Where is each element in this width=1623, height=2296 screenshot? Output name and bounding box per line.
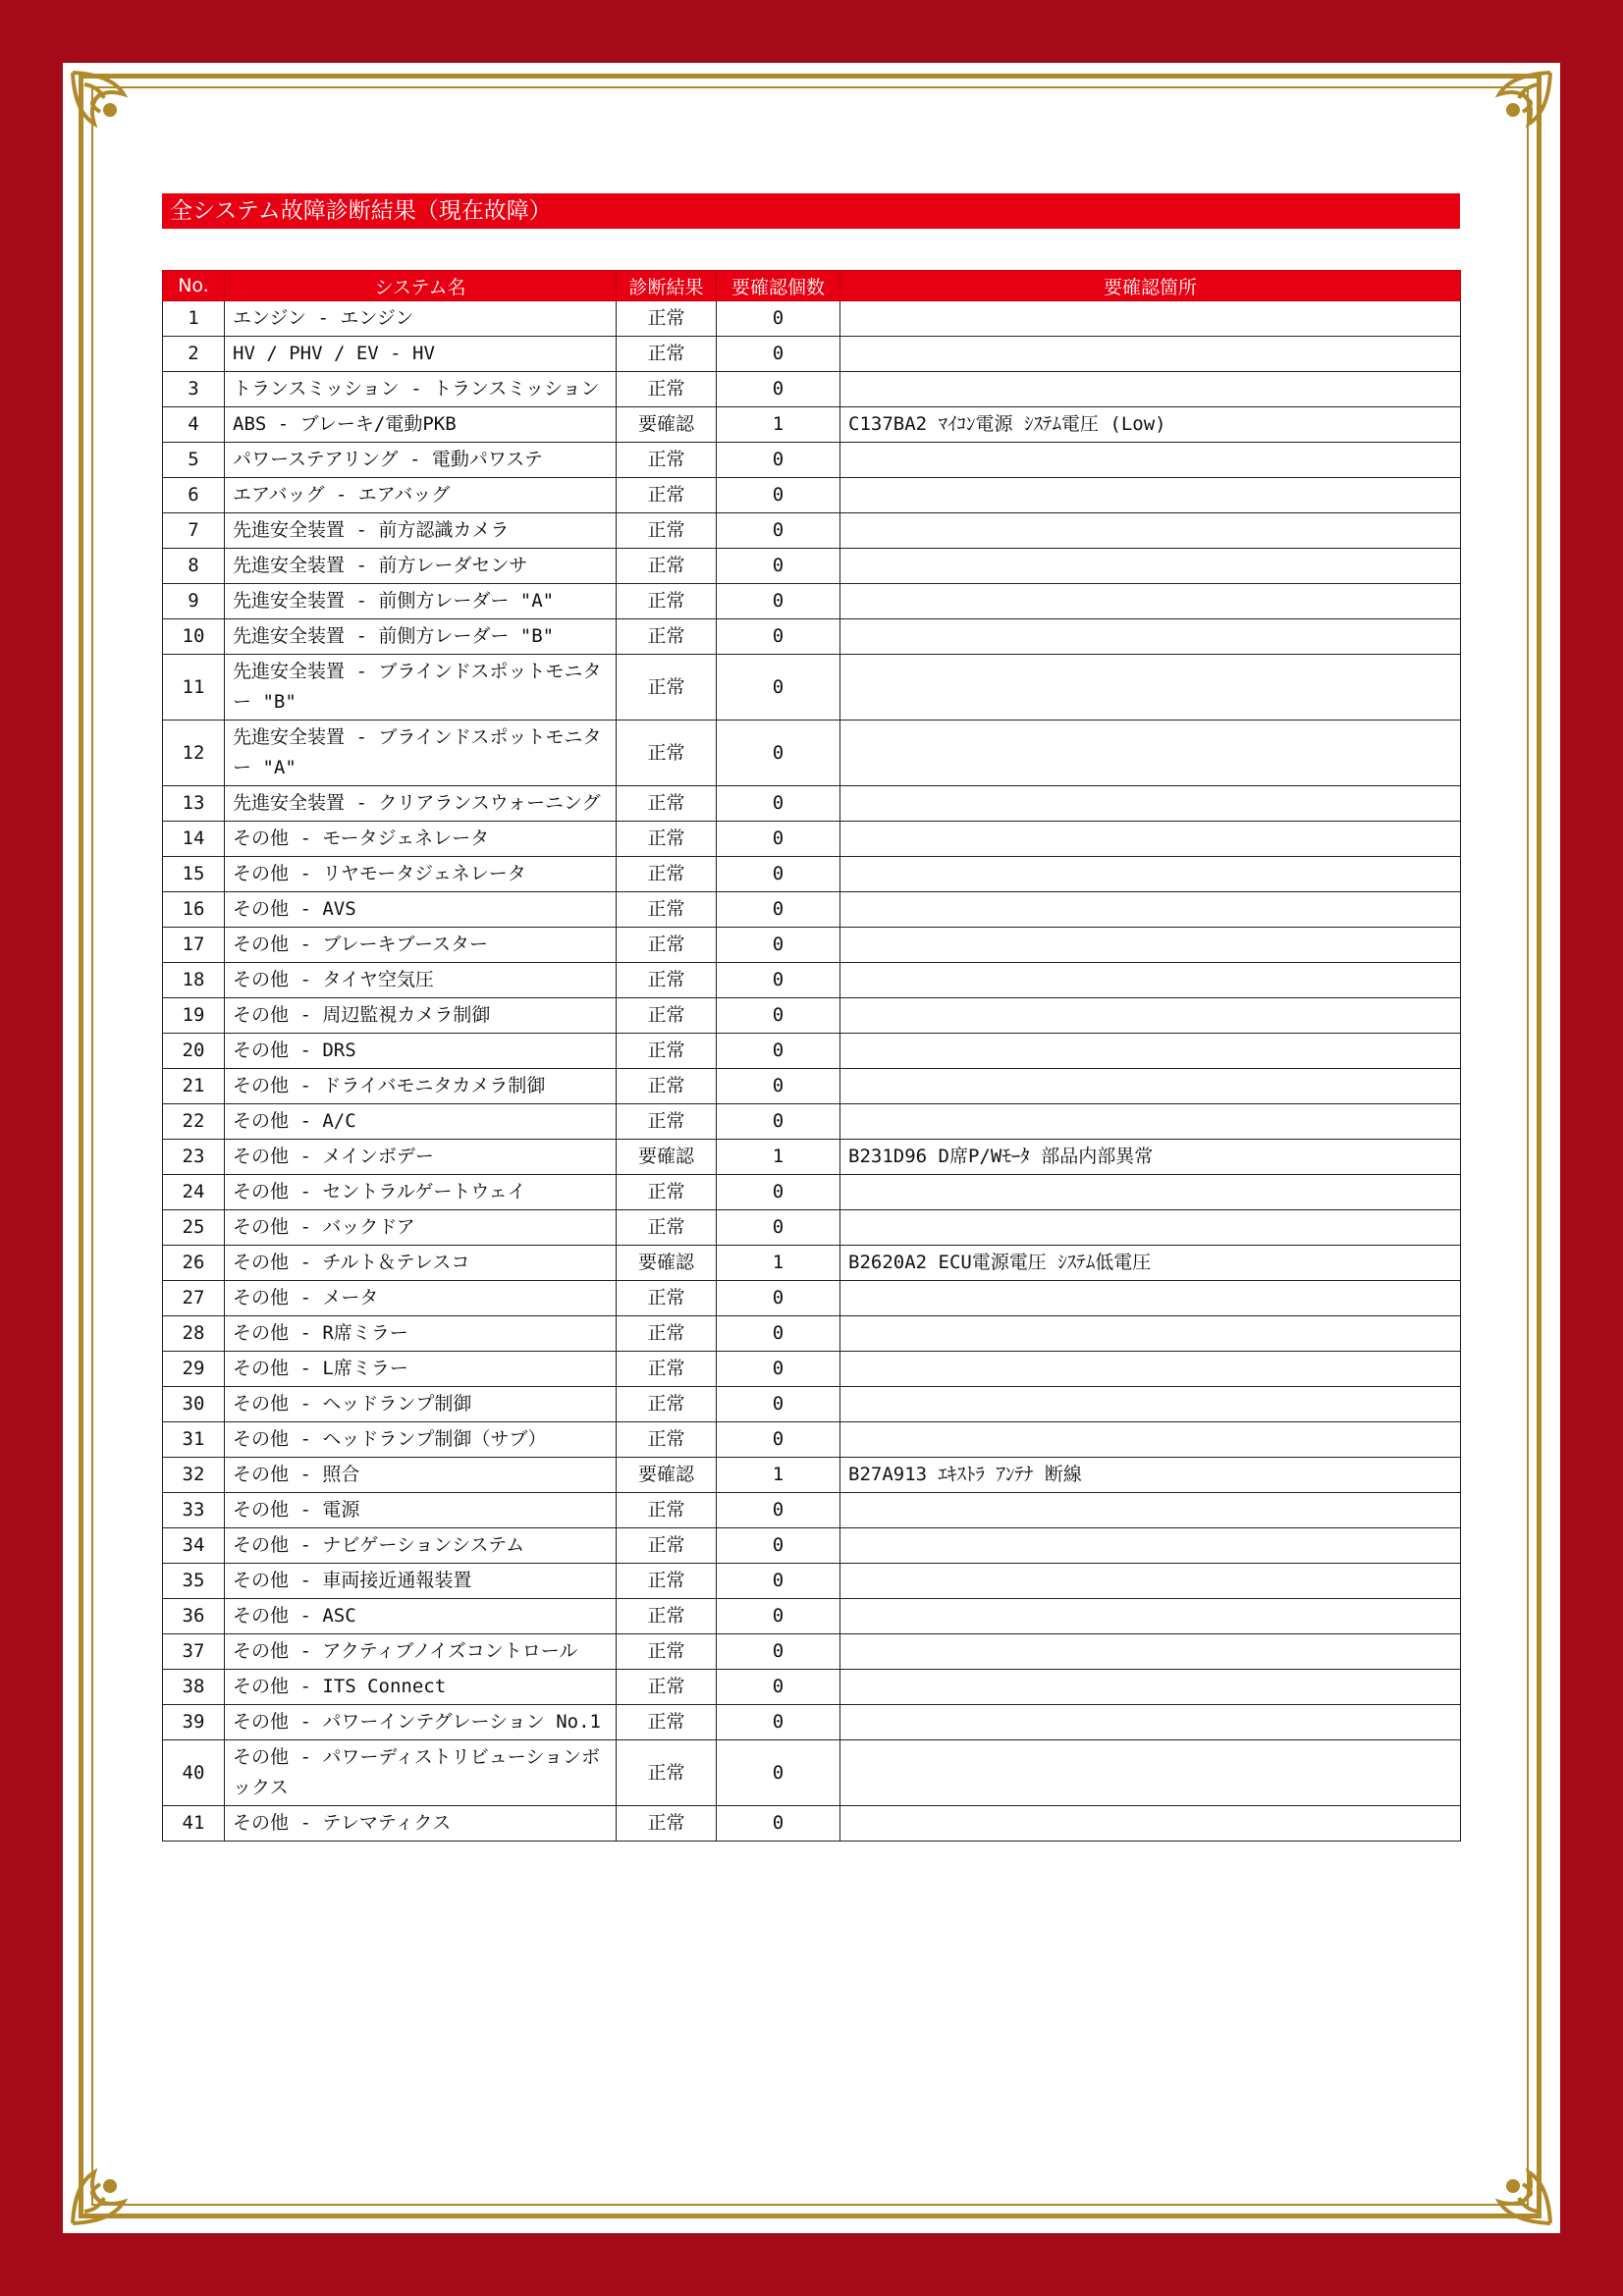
- check-location-cell: [840, 584, 1461, 619]
- check-count-cell: 0: [717, 1034, 840, 1069]
- system-name-cell: 先進安全装置 - 前側方レーダー "B": [225, 619, 617, 655]
- row-number-cell: 12: [163, 721, 225, 786]
- system-name-cell: その他 - リヤモータジェネレータ: [225, 857, 617, 892]
- check-count-cell: 0: [717, 822, 840, 857]
- check-location-cell: [840, 1210, 1461, 1246]
- row-number-cell: 26: [163, 1246, 225, 1281]
- check-location-cell: [840, 337, 1461, 372]
- diagnosis-result-cell: 正常: [617, 786, 717, 822]
- diagnosis-result-cell: 正常: [617, 584, 717, 619]
- system-name-cell: その他 - 車両接近通報装置: [225, 1564, 617, 1599]
- system-name-cell: その他 - 照合: [225, 1458, 617, 1493]
- table-row: [163, 1740, 1461, 1806]
- system-name-cell: 先進安全装置 - ブラインドスポットモニター "B": [225, 655, 617, 721]
- check-location-cell: [840, 513, 1461, 549]
- check-location-cell: [840, 1387, 1461, 1422]
- system-name-cell: その他 - R席ミラー: [225, 1316, 617, 1352]
- row-number-cell: 36: [163, 1599, 225, 1634]
- check-location-cell: [840, 1705, 1461, 1740]
- check-location-cell: B231D96 D席P/Wﾓｰﾀ 部品内部異常: [840, 1140, 1461, 1175]
- column-header-system: システム名: [225, 271, 617, 301]
- row-number-cell: 24: [163, 1175, 225, 1210]
- system-name-cell: その他 - メインボデー: [225, 1140, 617, 1175]
- diagnosis-result-cell: 正常: [617, 301, 717, 337]
- diagnosis-result-cell: 要確認: [617, 1140, 717, 1175]
- check-location-cell: [840, 1104, 1461, 1140]
- table-row: [163, 721, 1461, 786]
- row-number-cell: 28: [163, 1316, 225, 1352]
- check-location-cell: C137BA2 ﾏｲｺﾝ電源 ｼｽﾃﾑ電圧 (Low): [840, 407, 1461, 443]
- table-row: [163, 1316, 1461, 1352]
- check-count-cell: 0: [717, 1670, 840, 1705]
- row-number-cell: 34: [163, 1528, 225, 1564]
- row-number-cell: 5: [163, 443, 225, 478]
- corner-ornament-icon: [1464, 2137, 1558, 2231]
- system-name-cell: その他 - バックドア: [225, 1210, 617, 1246]
- column-header-no: No.: [163, 271, 225, 301]
- diagnosis-result-cell: 要確認: [617, 1246, 717, 1281]
- diagnosis-result-cell: 正常: [617, 1034, 717, 1069]
- diagnosis-result-cell: 正常: [617, 1352, 717, 1387]
- row-number-cell: 15: [163, 857, 225, 892]
- check-count-cell: 0: [717, 478, 840, 513]
- table-row: [163, 1281, 1461, 1316]
- corner-ornament-icon: [65, 2137, 159, 2231]
- row-number-cell: 18: [163, 963, 225, 998]
- diagnosis-result-cell: 正常: [617, 372, 717, 407]
- check-location-cell: [840, 443, 1461, 478]
- check-count-cell: 0: [717, 619, 840, 655]
- row-number-cell: 29: [163, 1352, 225, 1387]
- row-number-cell: 41: [163, 1806, 225, 1842]
- system-name-cell: その他 - AVS: [225, 892, 617, 928]
- check-count-cell: 0: [717, 443, 840, 478]
- diagnosis-result-cell: 正常: [617, 1705, 717, 1740]
- check-location-cell: [840, 1740, 1461, 1806]
- diagnosis-result-cell: 正常: [617, 1281, 717, 1316]
- check-count-cell: 0: [717, 1493, 840, 1528]
- row-number-cell: 23: [163, 1140, 225, 1175]
- diagnosis-result-cell: 正常: [617, 857, 717, 892]
- row-number-cell: 35: [163, 1564, 225, 1599]
- table-row: [163, 301, 1461, 337]
- diagnosis-result-cell: 正常: [617, 928, 717, 963]
- check-count-cell: 0: [717, 1352, 840, 1387]
- column-header-count: 要確認個数: [717, 271, 840, 301]
- row-number-cell: 22: [163, 1104, 225, 1140]
- system-name-cell: その他 - タイヤ空気圧: [225, 963, 617, 998]
- table-row: [163, 655, 1461, 721]
- check-count-cell: 0: [717, 513, 840, 549]
- check-count-cell: 0: [717, 928, 840, 963]
- diagnosis-result-cell: 正常: [617, 1104, 717, 1140]
- table-row: [163, 1705, 1461, 1740]
- system-name-cell: HV / PHV / EV - HV: [225, 337, 617, 372]
- system-name-cell: その他 - A/C: [225, 1104, 617, 1140]
- row-number-cell: 40: [163, 1740, 225, 1806]
- row-number-cell: 39: [163, 1705, 225, 1740]
- diagnosis-result-cell: 正常: [617, 1740, 717, 1806]
- system-name-cell: エアバッグ - エアバッグ: [225, 478, 617, 513]
- check-count-cell: 0: [717, 892, 840, 928]
- system-name-cell: その他 - L席ミラー: [225, 1352, 617, 1387]
- check-count-cell: 0: [717, 301, 840, 337]
- diagnosis-result-cell: 要確認: [617, 407, 717, 443]
- check-location-cell: [840, 1806, 1461, 1842]
- table-row: [163, 928, 1461, 963]
- column-header-result: 診断結果: [617, 271, 717, 301]
- table-row: [163, 549, 1461, 584]
- diagnosis-result-cell: 正常: [617, 337, 717, 372]
- table-row: [163, 1140, 1461, 1175]
- system-name-cell: 先進安全装置 - ブラインドスポットモニター "A": [225, 721, 617, 786]
- system-name-cell: その他 - メータ: [225, 1281, 617, 1316]
- row-number-cell: 17: [163, 928, 225, 963]
- check-location-cell: [840, 1281, 1461, 1316]
- check-location-cell: [840, 1634, 1461, 1670]
- table-row: [163, 478, 1461, 513]
- check-count-cell: 0: [717, 1422, 840, 1458]
- system-name-cell: その他 - ITS Connect: [225, 1670, 617, 1705]
- system-name-cell: その他 - モータジェネレータ: [225, 822, 617, 857]
- diagnosis-result-cell: 正常: [617, 478, 717, 513]
- check-count-cell: 0: [717, 786, 840, 822]
- check-location-cell: B2620A2 ECU電源電圧 ｼｽﾃﾑ低電圧: [840, 1246, 1461, 1281]
- table-row: [163, 1246, 1461, 1281]
- check-count-cell: 0: [717, 1104, 840, 1140]
- check-count-cell: 0: [717, 549, 840, 584]
- check-count-cell: 0: [717, 1599, 840, 1634]
- diagnosis-result-cell: 要確認: [617, 1458, 717, 1493]
- check-count-cell: 0: [717, 1634, 840, 1670]
- system-name-cell: その他 - ナビゲーションシステム: [225, 1528, 617, 1564]
- diagnosis-result-cell: 正常: [617, 892, 717, 928]
- check-count-cell: 1: [717, 1458, 840, 1493]
- diagnosis-result-cell: 正常: [617, 1175, 717, 1210]
- row-number-cell: 2: [163, 337, 225, 372]
- table-row: [163, 1599, 1461, 1634]
- check-count-cell: 0: [717, 655, 840, 721]
- check-count-cell: 0: [717, 1806, 840, 1842]
- system-name-cell: その他 - ASC: [225, 1599, 617, 1634]
- check-location-cell: [840, 1599, 1461, 1634]
- row-number-cell: 37: [163, 1634, 225, 1670]
- check-count-cell: 0: [717, 1705, 840, 1740]
- diagnosis-result-cell: 正常: [617, 1316, 717, 1352]
- check-count-cell: 1: [717, 1140, 840, 1175]
- row-number-cell: 8: [163, 549, 225, 584]
- check-location-cell: [840, 963, 1461, 998]
- check-count-cell: 0: [717, 721, 840, 786]
- system-name-cell: パワーステアリング - 電動パワステ: [225, 443, 617, 478]
- check-count-cell: 0: [717, 337, 840, 372]
- diagnosis-result-cell: 正常: [617, 1806, 717, 1842]
- table-row: [163, 857, 1461, 892]
- check-location-cell: [840, 1316, 1461, 1352]
- diagnosis-result-cell: 正常: [617, 655, 717, 721]
- table-row: [163, 998, 1461, 1034]
- diagnosis-result-cell: 正常: [617, 1210, 717, 1246]
- row-number-cell: 25: [163, 1210, 225, 1246]
- row-number-cell: 30: [163, 1387, 225, 1422]
- table-row: [163, 1104, 1461, 1140]
- column-header-location: 要確認箇所: [840, 271, 1461, 301]
- check-count-cell: 0: [717, 963, 840, 998]
- table-row: [163, 1352, 1461, 1387]
- corner-ornament-icon: [1464, 65, 1558, 159]
- row-number-cell: 10: [163, 619, 225, 655]
- system-name-cell: その他 - アクティブノイズコントロール: [225, 1634, 617, 1670]
- row-number-cell: 11: [163, 655, 225, 721]
- system-name-cell: その他 - チルト＆テレスコ: [225, 1246, 617, 1281]
- system-name-cell: その他 - DRS: [225, 1034, 617, 1069]
- row-number-cell: 20: [163, 1034, 225, 1069]
- system-name-cell: その他 - テレマティクス: [225, 1806, 617, 1842]
- table-row: [163, 1034, 1461, 1069]
- diagnosis-result-cell: 正常: [617, 963, 717, 998]
- check-count-cell: 0: [717, 1210, 840, 1246]
- check-count-cell: 0: [717, 1387, 840, 1422]
- system-name-cell: その他 - セントラルゲートウェイ: [225, 1175, 617, 1210]
- system-name-cell: その他 - ブレーキブースター: [225, 928, 617, 963]
- system-name-cell: トランスミッション - トランスミッション: [225, 372, 617, 407]
- row-number-cell: 27: [163, 1281, 225, 1316]
- check-location-cell: [840, 372, 1461, 407]
- row-number-cell: 21: [163, 1069, 225, 1104]
- system-name-cell: その他 - ヘッドランプ制御（サブ）: [225, 1422, 617, 1458]
- diagnosis-result-cell: 正常: [617, 549, 717, 584]
- check-count-cell: 0: [717, 584, 840, 619]
- check-location-cell: B27A913 ｴｷｽﾄﾗ ｱﾝﾃﾅ 断線: [840, 1458, 1461, 1493]
- table-row: [163, 619, 1461, 655]
- table-row: [163, 1458, 1461, 1493]
- check-count-cell: 0: [717, 1740, 840, 1806]
- page-title: 全システム故障診断結果（現在故障）: [162, 193, 1460, 229]
- check-location-cell: [840, 1422, 1461, 1458]
- check-count-cell: 0: [717, 1175, 840, 1210]
- table-row: [163, 1422, 1461, 1458]
- diagnosis-result-cell: 正常: [617, 822, 717, 857]
- system-name-cell: 先進安全装置 - クリアランスウォーニング: [225, 786, 617, 822]
- table-row: [163, 1210, 1461, 1246]
- table-row: [163, 963, 1461, 998]
- row-number-cell: 6: [163, 478, 225, 513]
- table-row: [163, 584, 1461, 619]
- check-location-cell: [840, 1069, 1461, 1104]
- diagnosis-result-cell: 正常: [617, 1493, 717, 1528]
- table-row: [163, 1175, 1461, 1210]
- system-name-cell: その他 - 電源: [225, 1493, 617, 1528]
- table-row: [163, 1634, 1461, 1670]
- diagnosis-result-cell: 正常: [617, 1528, 717, 1564]
- row-number-cell: 4: [163, 407, 225, 443]
- diagnosis-result-cell: 正常: [617, 443, 717, 478]
- row-number-cell: 3: [163, 372, 225, 407]
- table-row: [163, 1528, 1461, 1564]
- diagnosis-result-cell: 正常: [617, 1564, 717, 1599]
- diagnosis-result-cell: 正常: [617, 998, 717, 1034]
- check-location-cell: [840, 998, 1461, 1034]
- check-count-cell: 0: [717, 998, 840, 1034]
- table-row: [163, 822, 1461, 857]
- check-location-cell: [840, 655, 1461, 721]
- table-row: [163, 337, 1461, 372]
- row-number-cell: 7: [163, 513, 225, 549]
- check-count-cell: 0: [717, 1316, 840, 1352]
- system-name-cell: その他 - パワーディストリビューションボックス: [225, 1740, 617, 1806]
- table-header-row: [163, 271, 1461, 301]
- row-number-cell: 1: [163, 301, 225, 337]
- check-count-cell: 0: [717, 857, 840, 892]
- row-number-cell: 13: [163, 786, 225, 822]
- diagnosis-result-cell: 正常: [617, 1599, 717, 1634]
- table-row: [163, 372, 1461, 407]
- check-count-cell: 0: [717, 1281, 840, 1316]
- diagnosis-result-cell: 正常: [617, 1069, 717, 1104]
- system-name-cell: ABS - ブレーキ/電動PKB: [225, 407, 617, 443]
- check-count-cell: 0: [717, 1528, 840, 1564]
- row-number-cell: 16: [163, 892, 225, 928]
- system-name-cell: 先進安全装置 - 前側方レーダー "A": [225, 584, 617, 619]
- check-count-cell: 0: [717, 372, 840, 407]
- check-location-cell: [840, 1528, 1461, 1564]
- check-count-cell: 0: [717, 1564, 840, 1599]
- check-location-cell: [840, 301, 1461, 337]
- table-row: [163, 1564, 1461, 1599]
- diagnosis-table: [162, 270, 1461, 1842]
- check-location-cell: [840, 1352, 1461, 1387]
- system-name-cell: エンジン - エンジン: [225, 301, 617, 337]
- check-location-cell: [840, 721, 1461, 786]
- check-location-cell: [840, 1670, 1461, 1705]
- check-count-cell: 1: [717, 1246, 840, 1281]
- check-count-cell: 1: [717, 407, 840, 443]
- table-row: [163, 1069, 1461, 1104]
- check-location-cell: [840, 892, 1461, 928]
- table-row: [163, 443, 1461, 478]
- diagnosis-result-cell: 正常: [617, 1387, 717, 1422]
- check-location-cell: [840, 786, 1461, 822]
- table-row: [163, 1806, 1461, 1842]
- check-location-cell: [840, 619, 1461, 655]
- table-row: [163, 513, 1461, 549]
- system-name-cell: その他 - 周辺監視カメラ制御: [225, 998, 617, 1034]
- check-location-cell: [840, 857, 1461, 892]
- row-number-cell: 38: [163, 1670, 225, 1705]
- system-name-cell: その他 - ヘッドランプ制御: [225, 1387, 617, 1422]
- check-location-cell: [840, 1493, 1461, 1528]
- check-location-cell: [840, 822, 1461, 857]
- table-row: [163, 407, 1461, 443]
- check-count-cell: 0: [717, 1069, 840, 1104]
- corner-ornament-icon: [65, 65, 159, 159]
- table-row: [163, 1387, 1461, 1422]
- diagnosis-result-cell: 正常: [617, 1634, 717, 1670]
- check-location-cell: [840, 1034, 1461, 1069]
- check-location-cell: [840, 478, 1461, 513]
- row-number-cell: 19: [163, 998, 225, 1034]
- row-number-cell: 32: [163, 1458, 225, 1493]
- system-name-cell: 先進安全装置 - 前方認識カメラ: [225, 513, 617, 549]
- check-location-cell: [840, 1564, 1461, 1599]
- check-location-cell: [840, 1175, 1461, 1210]
- system-name-cell: 先進安全装置 - 前方レーダセンサ: [225, 549, 617, 584]
- diagnosis-result-cell: 正常: [617, 1670, 717, 1705]
- row-number-cell: 33: [163, 1493, 225, 1528]
- check-location-cell: [840, 549, 1461, 584]
- row-number-cell: 31: [163, 1422, 225, 1458]
- diagnosis-result-cell: 正常: [617, 513, 717, 549]
- system-name-cell: その他 - パワーインテグレーション No.1: [225, 1705, 617, 1740]
- table-row: [163, 1493, 1461, 1528]
- diagnosis-result-cell: 正常: [617, 619, 717, 655]
- table-row: [163, 1670, 1461, 1705]
- check-location-cell: [840, 928, 1461, 963]
- diagnosis-result-cell: 正常: [617, 1422, 717, 1458]
- system-name-cell: その他 - ドライバモニタカメラ制御: [225, 1069, 617, 1104]
- diagnosis-result-cell: 正常: [617, 721, 717, 786]
- row-number-cell: 14: [163, 822, 225, 857]
- table-row: [163, 786, 1461, 822]
- table-row: [163, 892, 1461, 928]
- row-number-cell: 9: [163, 584, 225, 619]
